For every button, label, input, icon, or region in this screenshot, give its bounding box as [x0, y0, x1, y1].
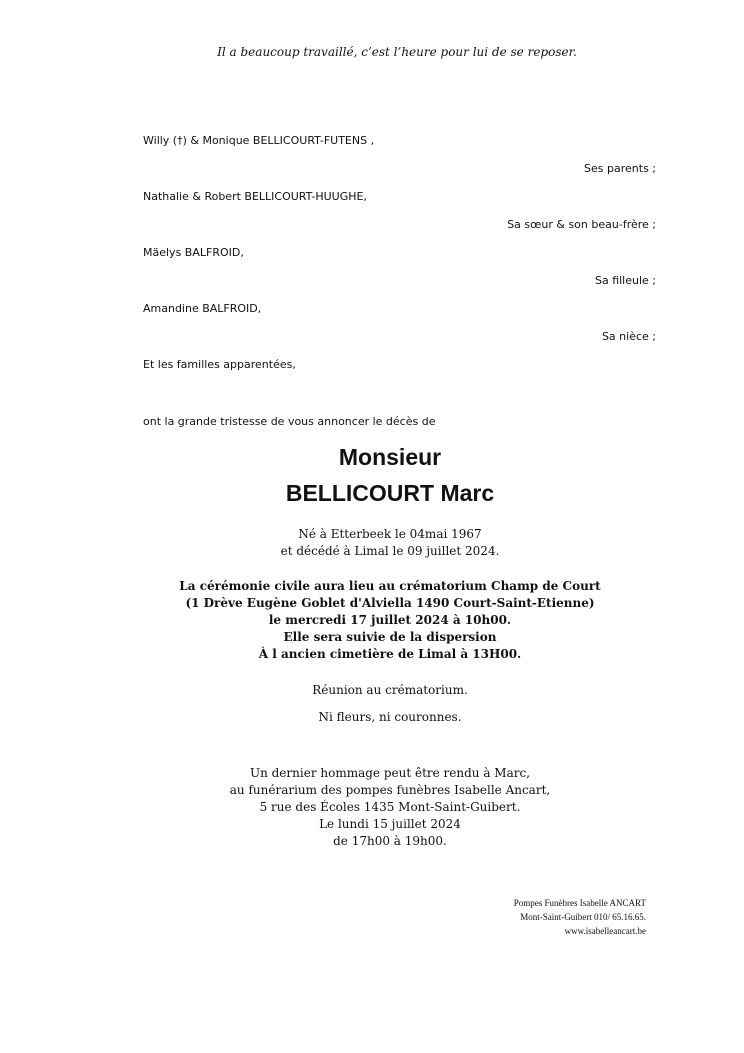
ceremony-line-4: Elle sera suivie de la dispersion: [283, 630, 497, 644]
death-date: et décédé à Limal le 09 juillet 2024.: [280, 544, 500, 558]
family-role-niece: Sa nièce ;: [601, 330, 656, 343]
flowers-note: Ni fleurs, ni couronnes.: [318, 710, 462, 724]
family-role-sister: Sa sœur & son beau-frère ;: [507, 218, 656, 231]
birth-date: Né à Etterbeek le 04mai 1967: [298, 527, 482, 541]
family-line-parents: Willy (†) & Monique BELLICOURT-FUTENS ,: [143, 134, 375, 147]
footer-phone: Mont-Saint-Guibert 010/ 65.16.65.: [520, 912, 646, 922]
family-line-goddaughter: Mäelys BALFROID,: [143, 246, 244, 259]
ceremony-line-2: (1 Drève Eugène Goblet d'Alviella 1490 Court-Saint-Etienne): [185, 596, 595, 610]
announcement: ont la grande tristesse de vous annoncer le décès de: [143, 415, 436, 428]
deceased-name: BELLICOURT Marc: [285, 480, 495, 506]
family-role-goddaughter: Sa filleule ;: [594, 274, 656, 287]
tribute-line-3: 5 rue des Écoles 1435 Mont-Saint-Guibert.: [259, 800, 521, 814]
footer-company: Pompes Funèbres Isabelle ANCART: [513, 898, 646, 908]
ceremony-line-1: La cérémonie civile aura lieu au crématorium Champ de Court: [179, 579, 601, 593]
deceased-title: Monsieur: [338, 444, 442, 470]
family-line-niece: Amandine BALFROID,: [143, 302, 262, 315]
tribute-line-4: Le lundi 15 juillet 2024: [319, 817, 461, 831]
family-line-relatives: Et les familles apparentées,: [143, 358, 296, 371]
family-line-sister: Nathalie & Robert BELLICOURT-HUUGHE,: [143, 190, 367, 203]
tribute-line-2: au funérarium des pompes funèbres Isabelle Ancart,: [229, 783, 551, 797]
ceremony-line-5: À l ancien cimetière de Limal à 13H00.: [258, 647, 522, 661]
family-role-parents: Ses parents ;: [584, 162, 656, 175]
reunion-note: Réunion au crématorium.: [312, 683, 468, 697]
footer-website: www.isabelleancart.be: [564, 926, 646, 936]
tribute-line-5: de 17h00 à 19h00.: [333, 834, 447, 848]
epigraph: Il a beaucoup travaillé, c’est l’heure pour lui de se reposer.: [217, 45, 577, 59]
tribute-line-1: Un dernier hommage peut être rendu à Marc,: [249, 766, 531, 780]
ceremony-line-3: le mercredi 17 juillet 2024 à 10h00.: [268, 613, 512, 627]
